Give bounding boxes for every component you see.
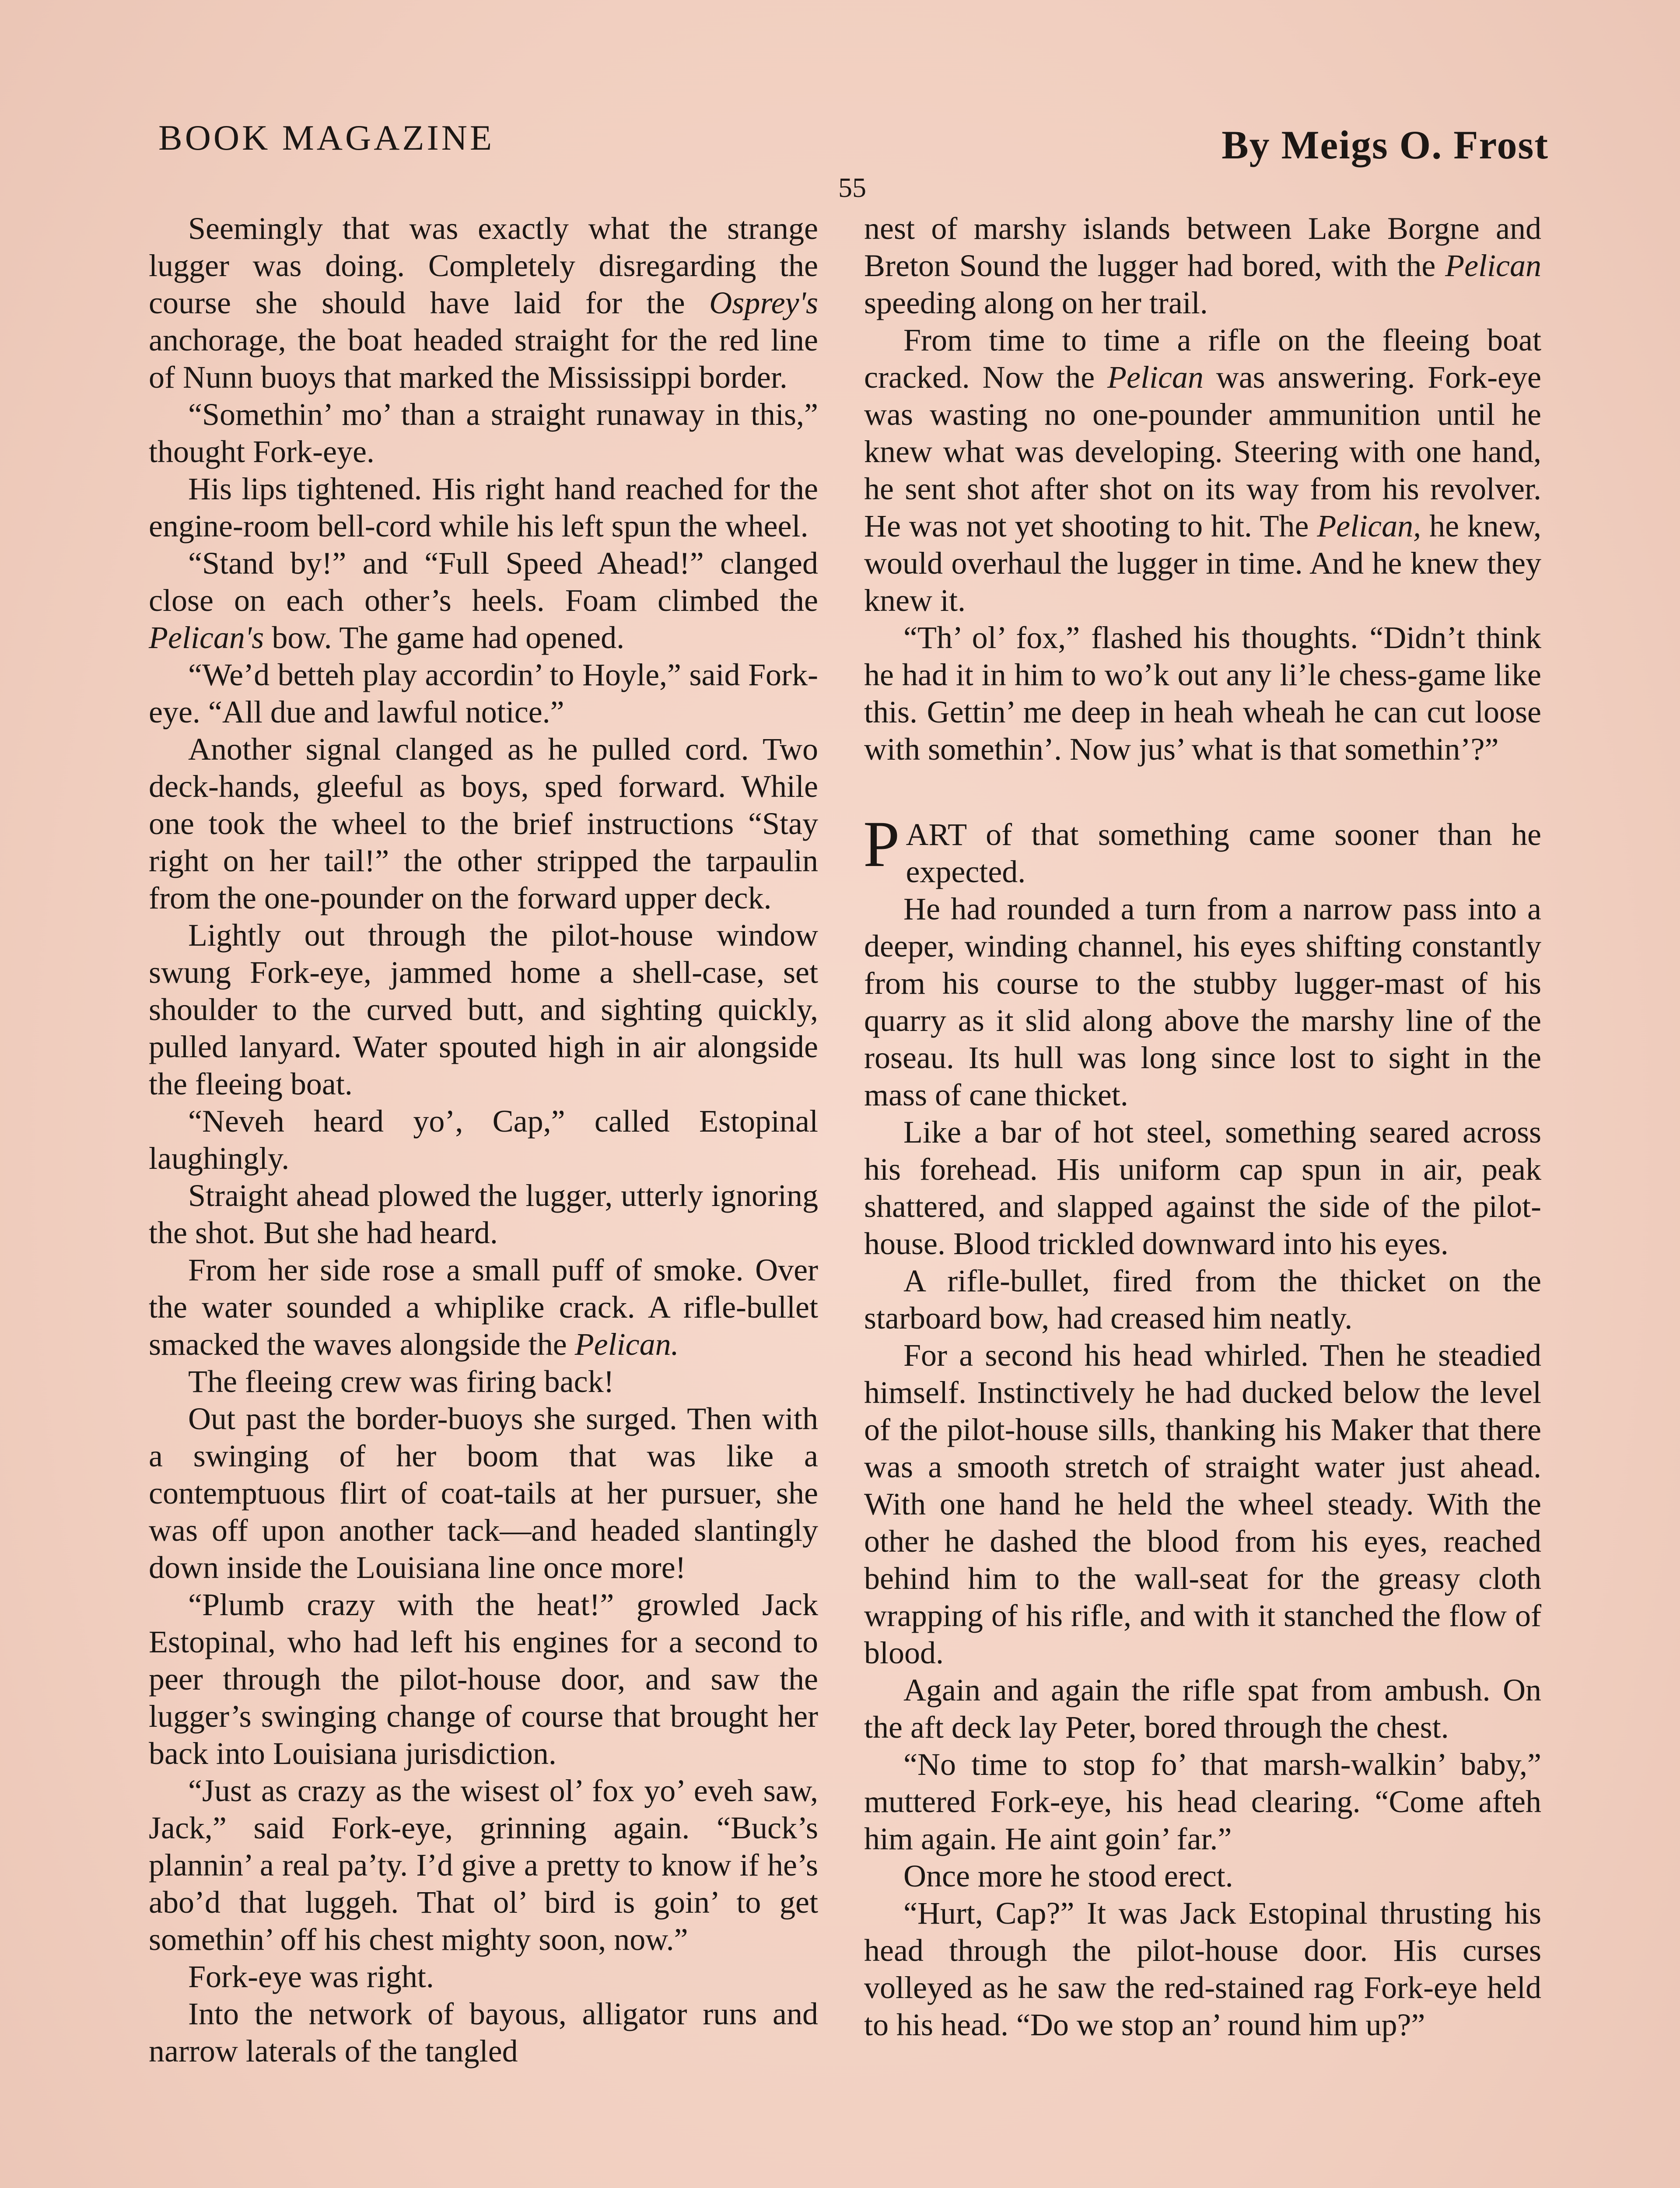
paragraph xyxy=(149,656,818,731)
text-run: speeding along on her trail. xyxy=(864,285,1208,320)
text-run: anchorage, the boat headed straight for the red line of Nunn buoys that marked the Mississippi border. xyxy=(149,323,818,395)
text-run: “Stand by!” and “Full Speed Ahead!” clanged close on each other’s heels. Foam climbed the xyxy=(149,546,818,618)
paragraph xyxy=(149,545,818,656)
paragraph xyxy=(149,210,818,396)
text-run: “Neveh heard yo’, Cap,” called Estopinal laughingly. xyxy=(149,1104,818,1176)
author-byline: By Meigs O. Frost xyxy=(1222,123,1549,167)
text-run: From her side rose a small puff of smoke. Over the water sounded a whiplike crack. A rifle-bullet smacked the waves alongside the xyxy=(149,1252,818,1362)
paragraph xyxy=(864,1262,1541,1337)
magazine-title: BOOK MAGAZINE xyxy=(158,118,495,158)
text-run: “Plumb crazy with the heat!” growled Jack Estopinal, who had left his engines for a second to peer through the pilot-house door, and saw the lugger’s swinging change of course that brought her back into Louisiana jurisdiction. xyxy=(149,1587,818,1771)
paragraph xyxy=(864,1337,1541,1672)
text-run: Lightly out through the pilot-house window swung Fork-eye, jammed home a shell-case, set shoulder to the curved butt, and sighting quickly, pulled lanyard. Water spouted high in air alongside the fleeing boat. xyxy=(149,918,818,1101)
italic-text-run: Pelican's xyxy=(149,620,264,655)
paragraph xyxy=(864,619,1541,768)
paragraph xyxy=(149,1177,818,1252)
paragraph xyxy=(149,731,818,917)
text-run: Seemingly that was exactly what the strange lugger was doing. Completely disregarding the course she should have laid for the xyxy=(149,211,818,320)
text-column-right xyxy=(864,210,1541,2044)
paragraph xyxy=(149,1995,818,2070)
paragraph xyxy=(149,470,818,545)
page-number: 55 xyxy=(838,172,866,203)
paragraph xyxy=(149,1103,818,1177)
text-run: he knew, would overhaul the lugger in time. And he knew they knew it. xyxy=(864,508,1541,618)
text-run: His lips tightened. His right hand reached for the engine-room bell-cord while his left spun the wheel. xyxy=(149,471,818,543)
italic-text-run: Osprey's xyxy=(709,285,818,320)
text-run: Straight ahead plowed the lugger, utterly ignoring the shot. But she had heard. xyxy=(149,1178,818,1250)
text-run: From time to time a rifle on the fleeing boat cracked. Now the xyxy=(864,323,1541,395)
text-run: Again and again the rifle spat from ambush. On the aft deck lay Peter, bored through the chest. xyxy=(864,1673,1541,1745)
paragraph xyxy=(149,917,818,1103)
paragraph xyxy=(149,1252,818,1363)
text-run: Into the network of bayous, alligator runs and narrow laterals of the tangled xyxy=(149,1996,818,2069)
text-run: Once more he stood erect. xyxy=(903,1858,1233,1893)
paragraph xyxy=(864,1858,1541,1895)
paragraph xyxy=(864,210,1541,322)
paragraph xyxy=(864,1746,1541,1858)
text-run: was answering. Fork-eye was wasting no one-pounder ammunition until he knew what was developing. Steering with one hand, he sent shot after shot on its way from his revolver. He was not yet shooting to hit. The xyxy=(864,360,1541,543)
paragraph xyxy=(864,1672,1541,1746)
text-run: “Hurt, Cap?” It was Jack Estopinal thrusting his head through the pilot-house door. His curses volleyed as he saw the red-stained rag Fork-eye held to his head. “Do we stop an’ round him up?” xyxy=(864,1896,1541,2042)
text-run: “Somethin’ mo’ than a straight runaway in this,” thought Fork-eye. xyxy=(149,397,818,469)
paragraph xyxy=(149,1586,818,1772)
paragraph xyxy=(149,1363,818,1400)
text-run: A rifle-bullet, fired from the thicket on the starboard bow, had creased him neatly. xyxy=(864,1263,1541,1336)
paragraph xyxy=(149,1772,818,1958)
text-run: The fleeing crew was firing back! xyxy=(188,1364,614,1399)
text-run: Fork-eye was right. xyxy=(188,1959,434,1994)
text-run: Another signal clanged as he pulled cord. Two deck-hands, gleeful as boys, sped forward. While one took the wheel to the brief instructions “Stay right on her tail!” the other stripped the tarpaulin from the one-pounder on the forward upper deck. xyxy=(149,732,818,915)
italic-text-run: Pelican xyxy=(1445,248,1541,283)
text-run: “Th’ ol’ fox,” flashed his thoughts. “Didn’t think he had it in him to wo’k out any li’le chess-game like this. Gettin’ me deep in heah wheah he can cut loose with somethin’. Now jus’ what is that somethin’?” xyxy=(864,620,1541,767)
paragraph xyxy=(864,891,1541,1114)
paragraph xyxy=(149,1958,818,1995)
paragraph xyxy=(864,322,1541,619)
text-run: ART of that something came sooner than he expected. xyxy=(906,817,1541,889)
text-column-left xyxy=(149,210,818,2070)
text-run: He had rounded a turn from a narrow pass into a deeper, winding channel, his eyes shifting constantly from his course to the stubby lugger-mast of his quarry as it slid along above the marshy line of the roseau. Its hull was long since lost to sight in the mass of cane thicket. xyxy=(864,891,1541,1112)
paragraph xyxy=(864,1114,1541,1262)
drop-cap: P xyxy=(863,808,900,880)
text-run: “No time to stop fo’ that marsh-walkin’ baby,” muttered Fork-eye, his head clearing. “Come afteh him again. He aint goin’ far.” xyxy=(864,1747,1541,1856)
paragraph xyxy=(149,1400,818,1586)
text-run: Like a bar of hot steel, something seared across his forehead. His uniform cap spun in air, peak shattered, and slapped against the side of the pilot-house. Blood trickled downward into his eyes. xyxy=(864,1115,1541,1261)
italic-text-run: Pelican, xyxy=(1317,508,1421,543)
text-run: “We’d betteh play accordin’ to Hoyle,” said Fork-eye. “All due and lawful notice.” xyxy=(149,657,818,729)
text-run: For a second his head whirled. Then he steadied himself. Instinctively he had ducked below the level of the pilot-house sills, thanking his Maker that there was a smooth stretch of straight water just ahead. With one hand he held the wheel steady. With the other he dashed the blood from his eyes, reached behind him to the wall-seat for the greasy cloth wrapping of his rifle, and with it stanched the flow of blood. xyxy=(864,1338,1541,1670)
paragraph xyxy=(863,808,1541,891)
italic-text-run: Pelican. xyxy=(574,1327,679,1362)
text-run: nest of marshy islands between Lake Borgne and Breton Sound the lugger had bored, with the xyxy=(864,211,1541,283)
italic-text-run: Pelican xyxy=(1107,360,1204,395)
text-run: Out past the border-buoys she surged. Then with a swinging of her boom that was like a contemptuous flirt of coat-tails at her pursuer, she was off upon another tack—and headed slantingly down inside the Louisiana line once more! xyxy=(149,1401,818,1585)
paragraph xyxy=(864,1895,1541,2044)
text-run: “Just as crazy as the wisest ol’ fox yo’ eveh saw, Jack,” said Fork-eye, grinning again. “Buck’s plannin’ a real pa’ty. I’d give a pretty to know if he’s abo’d that luggeh. That ol’ bird is goin’ to get somethin’ off his chest mighty soon, now.” xyxy=(149,1773,818,1957)
text-run: bow. The game had opened. xyxy=(264,620,625,655)
paragraph xyxy=(149,396,818,470)
